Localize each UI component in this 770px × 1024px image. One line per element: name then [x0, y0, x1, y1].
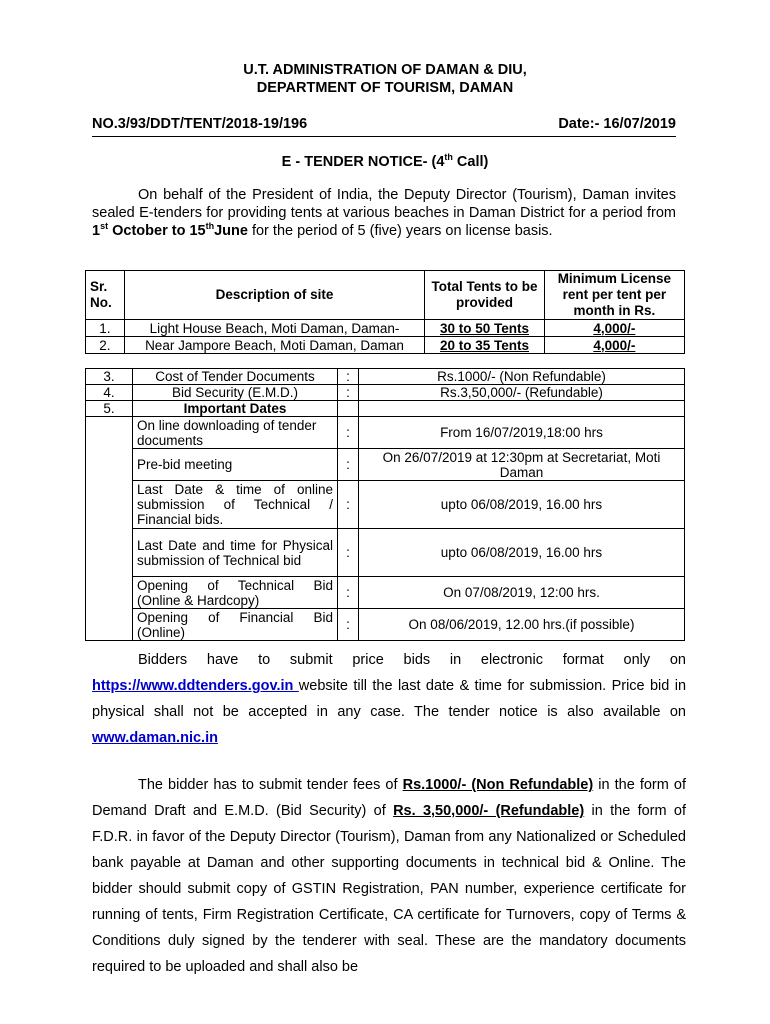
col-sr-no: Sr. No.	[86, 271, 125, 320]
title-text: E - TENDER NOTICE- (4	[281, 154, 445, 170]
date-label: Last Date & time of online submission of Technical / Financial bids.	[133, 481, 338, 529]
row-sr: 2.	[86, 337, 125, 354]
date-label: Opening of Financial Bid (Online)	[133, 609, 338, 641]
date-row	[86, 417, 685, 449]
emd-amount: Rs. 3,50,000/- (Refundable)	[393, 803, 585, 819]
intro-text: On behalf of the President of India, the Deputy Director (Tourism), Daman invites sealed E-tenders for providing tents at various beaches in Daman District for a period from	[92, 187, 676, 221]
intro-end-text: October to 15	[108, 223, 206, 239]
tender-fee-amount: Rs.1000/- (Non Refundable)	[402, 777, 594, 793]
date-separator: :	[338, 481, 359, 529]
bidding-paragraph	[92, 647, 686, 751]
col-min-rent: Minimum License rent per tent per month in Rs.	[544, 271, 684, 320]
intro-tail: for the period of 5 (five) years on license basis.	[247, 223, 553, 239]
bidding-text: Bidders have to submit price bids in electronic format only on	[138, 652, 686, 668]
date-label: Pre-bid meeting	[133, 449, 338, 481]
fees-paragraph	[92, 772, 686, 980]
fees-text: The bidder has to submit tender fees of	[138, 777, 403, 793]
col-total-tents: Total Tents to be provided	[425, 271, 544, 320]
table-row	[86, 385, 685, 401]
date-label: Last Date and time for Physical submission of Technical bid	[133, 529, 338, 577]
row-site: Light House Beach, Moti Daman, Daman-	[124, 320, 425, 337]
date-value: upto 06/08/2019, 16.00 hrs	[359, 529, 685, 577]
row-tents: 30 to 50 Tents	[425, 320, 544, 337]
col-description: Description of site	[124, 271, 425, 320]
date-row	[86, 481, 685, 529]
important-dates-heading: Important Dates	[133, 401, 338, 417]
table-row	[86, 320, 685, 337]
detail-value	[359, 401, 685, 417]
detail-value: Rs.3,50,000/- (Refundable)	[359, 385, 685, 401]
table-row	[86, 401, 685, 417]
daman-nic-link[interactable]: www.daman.nic.in	[92, 730, 218, 746]
department-heading: DEPARTMENT OF TOURISM, DAMAN	[256, 80, 514, 96]
date-label: Opening of Technical Bid (Online & Hardcopy)	[133, 577, 338, 609]
fees-text-2: in the form of Demand Draft and E.M.D. (Bid Security) of	[92, 777, 686, 819]
date-value: On 26/07/2019 at 12:30pm at Secretariat, Moti Daman	[359, 449, 685, 481]
date-label: On line downloading of tender documents	[133, 417, 338, 449]
detail-value: Rs.1000/- (Non Refundable)	[359, 369, 685, 385]
date-value: On 08/06/2019, 12.00 hrs.(if possible)	[359, 609, 685, 641]
title-suffix: Call)	[452, 154, 489, 170]
date-separator: :	[338, 609, 359, 641]
date-value: On 07/08/2019, 12:00 hrs.	[359, 577, 685, 609]
detail-sr: 4.	[86, 385, 133, 401]
date-separator: :	[338, 529, 359, 577]
date-separator: :	[338, 577, 359, 609]
intro-start-day: 1	[92, 223, 101, 239]
table-row	[86, 369, 685, 385]
header-divider	[92, 136, 676, 137]
ddtenders-link[interactable]: https://www.ddtenders.gov.in	[92, 678, 299, 694]
intro-paragraph	[92, 186, 676, 240]
date-row	[86, 577, 685, 609]
intro-end-month: June	[214, 223, 248, 239]
admin-heading: U.T. ADMINISTRATION OF DAMAN & DIU,	[243, 62, 527, 78]
detail-sr: 5.	[86, 401, 133, 417]
detail-separator	[338, 401, 359, 417]
date-value: upto 06/08/2019, 16.00 hrs	[359, 481, 685, 529]
date-value: From 16/07/2019,18:00 hrs	[359, 417, 685, 449]
dates-sr-blank	[86, 417, 133, 641]
intro-end-sup: th	[205, 221, 215, 232]
row-rent: 4,000/-	[544, 320, 684, 337]
sites-header-row	[86, 271, 685, 320]
date-separator: :	[338, 417, 359, 449]
bidding-tail: website till the last date & time for submission. Price bid in physical shall not be accepted in any case. The tender notice is also available on	[92, 678, 687, 720]
sites-table	[85, 270, 685, 354]
reference-number: NO.3/93/DDT/TENT/2018-19/196	[92, 116, 308, 132]
row-tents: 20 to 35 Tents	[425, 337, 544, 354]
row-site: Near Jampore Beach, Moti Daman, Daman	[124, 337, 425, 354]
detail-separator: :	[338, 369, 359, 385]
table-row	[86, 337, 685, 354]
bidding-rest	[92, 673, 686, 751]
detail-label: Cost of Tender Documents	[133, 369, 338, 385]
details-table	[85, 368, 685, 641]
date-row	[86, 609, 685, 641]
bidding-line-1	[92, 647, 686, 673]
row-rent: 4,000/-	[544, 337, 684, 354]
detail-sr: 3.	[86, 369, 133, 385]
notice-title	[0, 154, 770, 170]
date-row	[86, 449, 685, 481]
fees-text-3: in the form of F.D.R. in favor of the Deputy Director (Tourism), Daman from any Nationalized or Scheduled bank payable at Daman and other supporting documents in technical bid & Online. The bidder should submit copy of GSTIN Registration, PAN number, experience certificate for running of tents, Firm Registration Certificate, CA certificate for Turnovers, copy of Terms & Conditions duly signed by the tenderer with seal. These are the mandatory documents required to be uploaded and shall also be	[92, 803, 687, 975]
date-row	[86, 529, 685, 577]
row-sr: 1.	[86, 320, 125, 337]
intro-start-sup: st	[100, 221, 109, 232]
detail-label: Bid Security (E.M.D.)	[133, 385, 338, 401]
notice-date: Date:- 16/07/2019	[558, 116, 676, 132]
title-superscript: th	[444, 152, 453, 163]
date-separator: :	[338, 449, 359, 481]
detail-separator: :	[338, 385, 359, 401]
